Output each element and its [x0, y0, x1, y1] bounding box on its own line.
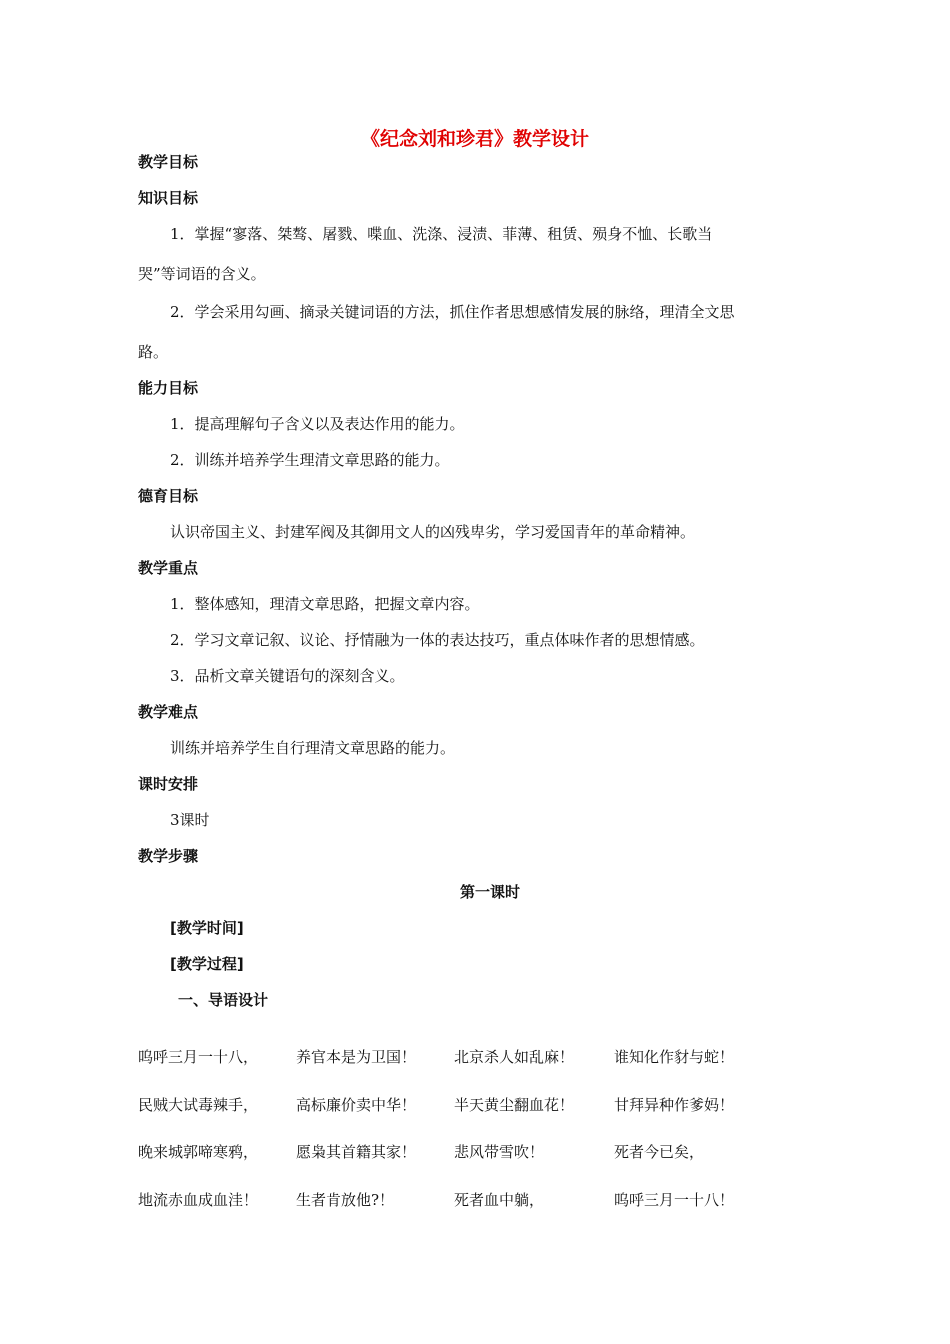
document-title: 《纪念刘和珍君》教学设计: [360, 128, 589, 150]
moral-text: 认识帝国主义、封建军阀及其御用文人的凶残卑劣，学习爱国青年的革命精神。: [170, 523, 696, 541]
poem-verse: 养官本是为卫国！: [296, 1048, 417, 1066]
poem-verse: 半天黄尘翻血花！: [454, 1096, 575, 1114]
poem-verse: 悲风带雪吹！: [454, 1143, 545, 1161]
difficulty-text: 训练并培养学生自行理清文章思路的能力。: [170, 739, 456, 757]
poem-verse: 死者今已矣，: [614, 1143, 705, 1161]
poem-verse: 地流赤血成血洼！: [138, 1191, 259, 1209]
ability-heading: 能力目标: [138, 379, 199, 397]
poem-verse: 死者血中躺，: [454, 1191, 545, 1209]
poem-verse: 晚来城郭啼寒鸦，: [138, 1143, 259, 1161]
ability-item-1: 1．提高理解句子含义以及表达作用的能力。: [170, 415, 465, 433]
poem-verse: 呜呼三月一十八，: [138, 1048, 259, 1066]
steps-heading: 教学步骤: [138, 847, 199, 865]
teaching-time-heading: [教学时间]: [170, 919, 244, 937]
key-point-3: 3．品析文章关键语句的深刻含义。: [170, 667, 405, 685]
intro-heading: 一、导语设计: [178, 991, 269, 1009]
knowledge-item-1-cont: 哭”等词语的含义。: [138, 265, 266, 283]
knowledge-item-2: 2．学会采用勾画、摘录关键词语的方法，抓住作者思想感情发展的脉络，理清全文思: [170, 303, 735, 321]
schedule-heading: 课时安排: [138, 775, 199, 793]
poem-line: [138, 1189, 818, 1209]
knowledge-item-1: 1．掌握“寥落、桀骜、屠戮、喋血、洗涤、浸渍、菲薄、租赁、殒身不恤、长歌当: [170, 225, 713, 243]
poem-verse: 愿枭其首籍其家！: [296, 1143, 417, 1161]
poem-verse: 民贼大试毒辣手，: [138, 1096, 259, 1114]
poem-verse: 生者肯放他?！: [296, 1191, 395, 1209]
poem-line: [138, 1046, 818, 1066]
key-point-1: 1．整体感知，理清文章思路，把握文章内容。: [170, 595, 480, 613]
key-point-2: 2．学习文章记叙、议论、抒情融为一体的表达技巧，重点体味作者的思想情感。: [170, 631, 705, 649]
moral-heading: 德育目标: [138, 487, 199, 505]
knowledge-item-2-cont: 路。: [138, 343, 169, 361]
poem-verse: 高标廉价卖中华！: [296, 1096, 417, 1114]
poem-verse: 谁知化作豺与蛇！: [614, 1048, 735, 1066]
difficulty-heading: 教学难点: [138, 703, 199, 721]
poem-verse: 北京杀人如乱麻！: [454, 1048, 575, 1066]
key-points-heading: 教学重点: [138, 559, 199, 577]
knowledge-heading: 知识目标: [138, 189, 199, 207]
poem-verse: 甘拜异种作爹妈！: [614, 1096, 735, 1114]
teaching-process-heading: [教学过程]: [170, 955, 244, 973]
poem-line: [138, 1141, 818, 1161]
objectives-heading: 教学目标: [138, 153, 199, 171]
poem-line: [138, 1094, 818, 1114]
schedule-text: 3课时: [170, 811, 210, 829]
poem-verse: 呜呼三月一十八！: [614, 1191, 735, 1209]
lesson-heading: 第一课时: [459, 883, 520, 901]
ability-item-2: 2．训练并培养学生理清文章思路的能力。: [170, 451, 450, 469]
